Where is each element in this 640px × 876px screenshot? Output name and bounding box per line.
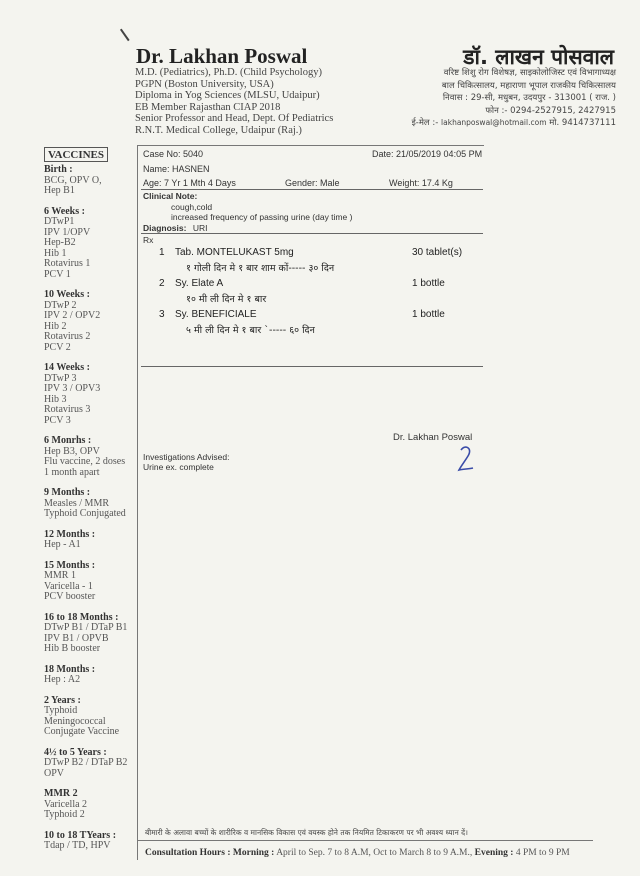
vaccine-group [44,488,136,520]
vaccine-item: PCV 1 [44,268,71,280]
vaccine-item: Conjugate Vaccine [44,726,120,737]
vaccine-item: Hib 1 [44,247,67,259]
mobile-label: मो. [549,118,560,128]
med-name: Sy. Elate A [175,278,224,289]
morning-hours: April to Sep. 7 to 8 A.M, Oct to March 8 to 9 A.M., [276,848,473,858]
vaccine-item: Varicella 2 [44,798,88,810]
evening-label: Evening : [474,848,514,858]
vaccine-item: Hib B booster [44,643,101,654]
vaccine-group [44,561,136,603]
vaccine-group-heading: 2 Years : [44,694,81,706]
vaccine-item: Meningococcal [44,715,106,727]
med-name: Sy. BENEFICIALE [175,309,257,320]
med-quantity: 1 bottle [412,309,445,320]
patient-gender: Gender: Male [285,178,340,188]
vaccine-group-heading: 12 Months : [44,528,96,540]
doctor-qualifications [135,67,333,137]
hindi-line: निवास : 29-सी, मधुबन, उदयपुर - 313001 ( राज. ) [442,93,616,103]
header-divider [137,145,484,146]
med-instruction: ५ मी ली दिन मे १ बार `----- ६० दिन [186,325,315,336]
vaccine-item: MMR 1 [44,570,76,581]
vaccine-group [44,696,136,738]
vaccine-item: Varicella - 1 [44,580,93,592]
vaccine-item: OPV [44,767,65,779]
diagnosis-divider [141,233,483,234]
evening-hours: 4 PM to 9 PM [515,848,570,858]
vaccine-item: 1 month apart [44,466,100,478]
diagnosis [143,223,207,233]
vaccine-group [44,748,136,780]
vaccine-item: Hep B3, OPV [44,445,100,457]
vaccine-group [44,530,136,551]
vaccine-item: Hep : A2 [44,674,81,685]
med-name: Tab. MONTELUKAST 5mg [175,247,294,258]
diagnosis-value: URI [192,223,208,233]
diagnosis-label: Diagnosis: [143,223,187,233]
hindi-line: फोन :- 0294-2527915, 2427915 [485,105,616,116]
vaccine-item: DTwP 2 [44,299,77,311]
vaccine-group [44,290,136,353]
rx-symbol: Rx [143,235,154,245]
patient-age: Age: 7 Yr 1 Mth 4 Days [143,178,236,188]
patient-name: Name: HASNEN [143,164,210,174]
vaccine-groups [44,165,136,852]
qualification-line: PGPN (Boston University, USA) [135,78,274,90]
med-instruction: १० मी ली दिन मे १ बार [186,294,267,305]
handwritten-signature-icon [455,444,477,480]
visit-date: Date: 21/05/2019 04:05 PM [372,149,483,159]
vaccine-item: BCG, OPV O, [44,174,102,186]
vaccine-group-heading: 14 Weeks : [44,362,90,373]
qualification-line: R.N.T. Medical College, Udaipur (Raj.) [135,124,302,136]
vaccine-item: Typhoid Conjugated [44,508,126,519]
footer-divider [137,840,593,841]
contact-line [412,117,616,130]
vaccine-item: Hib 3 [44,393,67,405]
med-quantity: 30 tablet(s) [412,247,463,258]
med-quantity: 1 bottle [412,278,445,289]
investigations-label: Investigations Advised: [143,452,230,462]
vaccine-item: Typhoid [44,705,78,716]
doctor-name: Dr. Lakhan Poswal [136,44,308,68]
vaccine-group-heading: 6 Weeks : [44,205,85,217]
email: lakhanposwal@hotmail.com [441,118,547,127]
vaccine-group-heading: 6 Monrhs : [44,435,92,446]
hindi-line: वरिष्ट शिशु रोग विशेषज्ञ, साइकोलोजिस्ट एवं विभागाध्यक्ष [443,68,616,78]
vaccine-item: IPV 1/OPV [44,226,91,238]
doctor-name-hindi: डॉ. लाखन पोसवाल [463,45,614,69]
medications-divider [141,366,483,367]
vaccine-group-heading: 16 to 18 Months : [44,611,119,623]
investigation-item: Urine ex. complete [143,462,214,472]
vaccine-item: DTwP B1 / DTaP B1 [44,622,128,633]
vaccine-item: DTwP 3 [44,372,77,384]
vaccine-group [44,207,136,281]
vaccine-item: Rotavirus 2 [44,331,91,342]
patient-divider [141,189,483,190]
vaccine-item: Hep B1 [44,185,75,196]
med-instruction: १ गोली दिन मे १ बार शाम कों----- ३० दिन [186,263,335,274]
vaccine-item: IPV B1 / OPVB [44,632,109,644]
vaccine-item: Typhoid 2 [44,809,85,820]
vaccine-group [44,165,136,197]
vaccine-group-heading: 15 Months : [44,559,96,571]
vaccine-item: Rotavirus 3 [44,404,91,415]
qualification-line: Senior Professor and Head, Dept. Of Pediatrics [135,113,334,125]
vaccine-item: Hib 2 [44,320,67,332]
vaccine-item: Tdap / TD, HPV [44,840,111,851]
vaccine-item: Hep - A1 [44,539,81,550]
vaccine-group [44,665,136,686]
vaccine-group-heading: 18 Months : [44,663,96,675]
clinical-note-label: Clinical Note: [143,191,198,201]
vaccine-sidebar [44,147,136,862]
vaccine-item: DTwP B2 / DTaP B2 [44,757,128,768]
vaccine-item: PCV 2 [44,341,71,353]
sidebar-divider [137,145,138,860]
case-number: Case No: 5040 [143,149,204,159]
vaccine-group-heading: 9 Months : [44,487,91,498]
qualification-line: M.D. (Pediatrics), Ph.D. (Child Psychology) [135,67,322,78]
vaccine-group-heading: Birth : [44,164,73,175]
vaccine-item: Rotavirus 1 [44,258,91,269]
vaccine-item: PCV 3 [44,414,71,426]
patient-weight: Weight: 17.4 Kg [389,178,453,188]
vaccine-group [44,363,136,426]
pen-mark-icon [120,29,129,41]
vaccine-item: PCV booster [44,591,96,602]
vaccine-item: Hep-B2 [44,237,76,248]
vaccines-title: VACCINES [44,147,108,162]
vaccine-group [44,436,136,478]
qualification-line: Diploma in Yog Sciences (MLSU, Udaipur) [135,90,320,102]
footer-note: बीमारी के अलावा बच्चों के शारीरिक व मानसिक विकास एवं वयस्क होने तक नियमित टिकाकरण पर भी अवश्य ध्यान दें। [145,828,468,837]
vaccine-group [44,831,136,852]
vaccine-group [44,789,136,821]
vaccine-group-heading: MMR 2 [44,788,78,799]
vaccine-item: IPV 3 / OPV3 [44,383,101,394]
clinical-note-line: increased frequency of passing urine (day time ) [171,212,353,222]
vaccine-group-heading: 10 to 18 TYears : [44,829,117,841]
med-number: 2 [159,278,165,289]
consultation-hours [145,848,570,858]
med-number: 3 [159,309,165,320]
clinical-note-line: cough,cold [171,202,213,212]
email-label: ई-मेल :- [411,118,439,128]
signature-name: Dr. Lakhan Poswal [393,432,473,443]
vaccine-item: DTwP1 [44,216,75,227]
vaccine-group-heading: 10 Weeks : [44,289,90,300]
med-number: 1 [159,247,165,258]
hours-label: Consultation Hours : [145,848,231,858]
morning-label: Morning : [232,848,275,858]
vaccine-item: Flu vaccine, 2 doses [44,456,126,467]
vaccine-item: IPV 2 / OPV2 [44,310,101,321]
mobile: 9414737111 [561,118,616,128]
vaccine-item: Measles / MMR [44,497,109,509]
vaccine-group [44,613,136,655]
hindi-line: बाल चिकित्सालय, महाराणा भूपाल राजकीय चिकित्सालय [441,80,616,91]
qualification-line: EB Member Rajasthan CIAP 2018 [135,101,281,113]
doctor-details-hindi [412,67,616,130]
vaccine-group-heading: 4½ to 5 Years : [44,746,107,758]
